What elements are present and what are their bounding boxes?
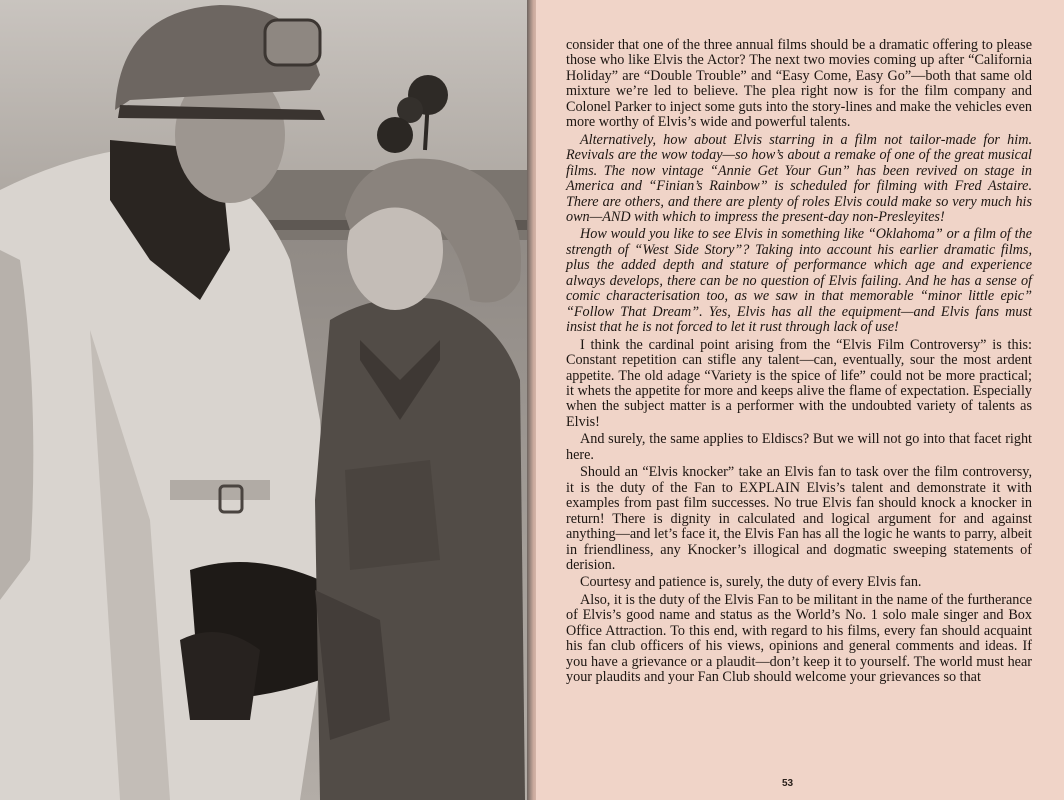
paragraph: Alternatively, how about Elvis starring in a film not tailor-made for him. Revivals are the wow today—so how’s about a remake of one of the great musical films. The now vintage “Annie Get Your Gun” has been revived on stage in America and “Finian’s Rainbow” is scheduled for filming with Fred Astaire. There are others, and there are plenty of roles Elvis could make so very much his own—AND with which to impress the present-day non-Presleyites! xyxy=(566,131,1032,225)
paragraph: I think the cardinal point arising from the “Elvis Film Controversy” is this: Constant repetition can stifle any talent—can, eventually, sour the most ardent appetite. The old adage “Variety is the spice of life” could not be more practical; it whets the appetite for more and keeps alive the flame of expectation. Especially when the subject matter is a performer with the undoubted variety of talents as Elvis! xyxy=(566,336,1032,430)
paragraph: Also, it is the duty of the Elvis Fan to be militant in the name of the furtherance of Elvis’s good name and status as the World’s No. 1 solo male singer and Box Office Attraction. To this end, with regard to his films, every fan should acquaint his fan club officers of his views, opinions and general comments and ideas. If you have a grievance or a plaudit—don’t keep it to yourself. The world must hear your plaudits and your Fan Club should welcome your grievances so that xyxy=(566,591,1032,686)
paragraph: Should an “Elvis knocker” take an Elvis fan to task over the film controversy, it is the duty of the Fan to EXPLAIN Elvis’s talent and demonstrate it with examples from past film successes. No true Elvis fan should knock a knocker in return! There is dignity in calculated and logical argument for and against anything—and let’s face it, the Elvis Fan has all the logic he wants to parry, albeit in friendliness, any Knocker’s illogical and dogmatic sweeping statements of derision. xyxy=(566,464,1032,573)
article-text xyxy=(566,38,1032,688)
page-number: 53 xyxy=(782,778,794,789)
paragraph: How would you like to see Elvis in something like “Oklahoma” or a film of the strength of “West Side Story”? Taking into account his earlier dramatic films, plus the added depth and stature of performance which age and experience always develops, there can be no question of Elvis failing. And he has a sense of comic characterisation too, as we saw in that memorable “minor little epic” “Follow That Dream”. Yes, Elvis has all the equipment—and Elvis fans must insist that he is not forced to let it rust through lack of use! xyxy=(566,226,1032,336)
paragraph: And surely, the same applies to Eldiscs? But we will not go into that facet right here. xyxy=(566,431,1032,463)
paragraph: consider that one of the three annual films should be a dramatic offering to please those who like Elvis the Actor? The next two movies coming up after “California Holiday” are “Double Trouble” and “Easy Come, Easy Go”—both that same old mixture we’re led to believe. The plea right now is for the film company and Colonel Parker to inject some guts into the story-lines and make the vehicles even more worthy of Elvis’s wide and powerful talents. xyxy=(566,37,1032,131)
paragraph: Courtesy and patience is, surely, the duty of every Elvis fan. xyxy=(580,574,922,591)
